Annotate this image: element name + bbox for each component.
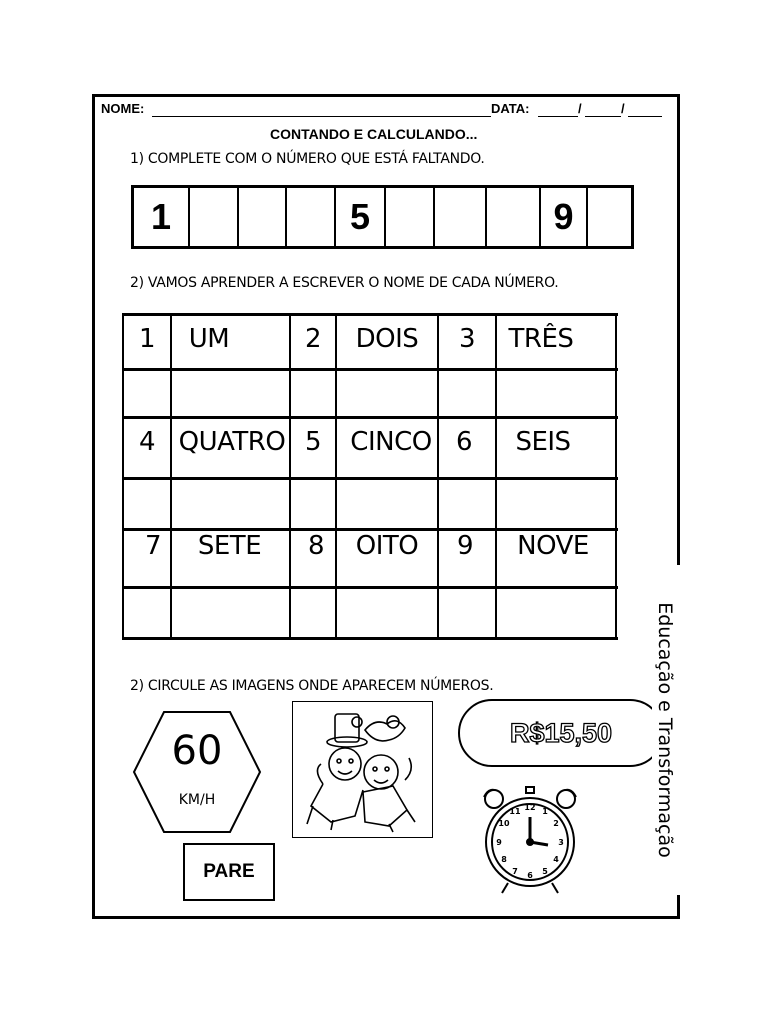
table-cell-number: 1 <box>138 324 156 354</box>
sequence-cell: 9 <box>541 188 588 246</box>
question-3-prompt: 2) CIRCULE AS IMAGENS ONDE APARECEM NÚMEROS. <box>130 678 494 694</box>
table-cell-number: 4 <box>138 427 156 457</box>
clowns-illustration-icon <box>293 702 432 837</box>
table-rule <box>615 314 617 640</box>
clock-numeral: 5 <box>542 867 548 876</box>
question-1-prompt: 1) COMPLETE COM O NÚMERO QUE ESTÁ FALTANDO. <box>130 151 485 167</box>
page-title: CONTANDO E CALCULANDO... <box>270 126 478 142</box>
side-caption-text: Educação e Transformação <box>654 602 676 858</box>
table-rule <box>289 314 291 640</box>
table-cell-number: 5 <box>304 427 322 457</box>
table-cell-word: OITO <box>355 531 419 561</box>
table-rule <box>122 477 618 480</box>
sequence-cell: 1 <box>134 188 190 246</box>
alarm-clock-icon[interactable] <box>478 779 582 897</box>
table-cell-word: NOVE <box>517 531 589 561</box>
table-rule <box>170 314 172 640</box>
table-cell-number: 7 <box>144 531 162 561</box>
name-field-line[interactable] <box>152 116 491 117</box>
table-cell-word: TRÊS <box>508 324 574 354</box>
table-cell-word: CINCO <box>350 427 432 457</box>
clock-numeral: 11 <box>509 807 521 816</box>
clock-numeral: 10 <box>498 819 510 828</box>
clock-numeral: 4 <box>553 855 559 864</box>
sequence-cell[interactable] <box>287 188 336 246</box>
table-rule <box>437 314 439 640</box>
sequence-cell[interactable] <box>487 188 541 246</box>
price-value: R$15,50 <box>509 717 613 748</box>
question-2-prompt: 2) VAMOS APRENDER A ESCREVER O NOME DE CADA NÚMERO. <box>130 275 559 291</box>
date-separator: / <box>621 101 625 116</box>
side-caption <box>652 565 692 895</box>
table-rule <box>122 637 618 640</box>
clock-numeral: 3 <box>558 838 564 847</box>
table-cell-number: 8 <box>307 531 325 561</box>
sequence-cell[interactable] <box>435 188 487 246</box>
clock-numeral: 7 <box>512 867 518 876</box>
table-cell-number: 9 <box>456 531 474 561</box>
speed-unit: KM/H <box>178 792 216 808</box>
sequence-cell[interactable] <box>588 188 631 246</box>
date-separator: / <box>578 101 582 116</box>
table-cell-word: UM <box>188 324 230 354</box>
clock-numeral: 1 <box>542 807 548 816</box>
clock-numeral: 8 <box>501 855 507 864</box>
table-rule <box>335 314 337 640</box>
table-cell-word: DOIS <box>355 324 419 354</box>
table-cell-word: SETE <box>197 531 262 561</box>
table-cell-word: QUATRO <box>178 427 286 457</box>
date-day-line[interactable] <box>538 116 578 117</box>
date-month-line[interactable] <box>585 116 621 117</box>
sequence-cell[interactable] <box>386 188 435 246</box>
table-rule <box>122 368 618 371</box>
number-sequence-strip <box>131 185 634 249</box>
clowns-picture[interactable] <box>292 701 433 838</box>
date-label: DATA: <box>491 101 530 116</box>
table-cell-number: 6 <box>455 427 473 457</box>
name-label: NOME: <box>101 101 145 116</box>
table-rule <box>122 586 618 589</box>
table-rule <box>122 313 618 316</box>
clock-numeral: 12 <box>524 803 536 812</box>
table-rule <box>122 416 618 419</box>
table-rule <box>495 314 497 640</box>
date-year-line[interactable] <box>628 116 662 117</box>
clock-numeral: 2 <box>553 819 559 828</box>
clock-numeral: 9 <box>496 838 502 847</box>
table-cell-word: SEIS <box>515 427 571 457</box>
price-tag[interactable] <box>458 699 664 767</box>
table-rule <box>122 314 124 640</box>
stop-sign-box[interactable]: PARE <box>183 843 275 901</box>
sequence-cell[interactable] <box>190 188 239 246</box>
table-cell-number: 3 <box>458 324 476 354</box>
clock-numeral: 6 <box>527 871 533 880</box>
speed-value: 60 <box>171 728 223 774</box>
sequence-cell: 5 <box>336 188 386 246</box>
table-cell-number: 2 <box>304 324 322 354</box>
sequence-cell[interactable] <box>239 188 287 246</box>
